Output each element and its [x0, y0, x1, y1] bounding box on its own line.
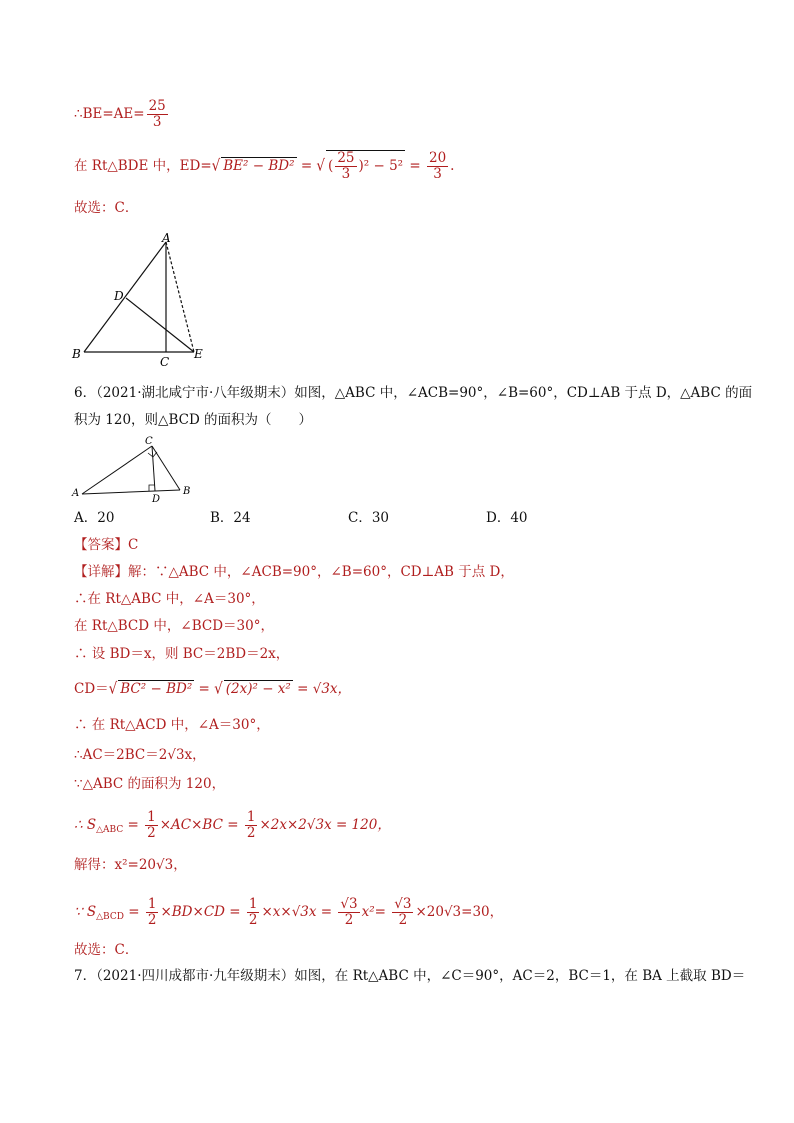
detail-step-1: ∴在 Rt△ABC 中，∠A＝30°，	[74, 591, 265, 607]
option-d[interactable]: D．40	[486, 510, 528, 526]
figure-triangle-abc	[70, 434, 210, 504]
label-a: A	[72, 488, 80, 499]
label-a: A	[162, 232, 171, 245]
prev-line-choose: 故选：C．	[74, 200, 139, 216]
label-b: B	[72, 347, 81, 361]
prev-line-be: ∴BE=AE= $\frac{25}{3}$	[74, 98, 166, 130]
detail-step-7: ∵△ABC 的面积为 120，	[74, 776, 226, 792]
detail-step-8: ∴ $S_{\triangle ABC}$ = $\frac{1}{2}$ ×AC×BC = $\frac{1}{2}$ ×2x×2√3x = 120，	[74, 809, 391, 841]
label-c: C	[160, 355, 170, 369]
answer-label: 【答案】	[74, 537, 128, 553]
prev-line-ed: 在 Rt△BDE 中，ED=√ BE² − BD² = √ ( $\frac{25}{3}$ )² − 5² = $\frac{20}{3}$ .	[74, 150, 455, 182]
option-a[interactable]: A．20	[74, 510, 115, 526]
option-c[interactable]: C．30	[348, 510, 390, 526]
question-6-line2: 积为 120，则△BCD 的面积为（ ）	[74, 412, 313, 428]
detail-step-5: ∴ 在 Rt△ACD 中，∠A＝30°，	[74, 717, 270, 733]
figure-triangle-abe	[70, 232, 230, 372]
detail-step-10: ∵ $S_{\triangle BCD}$ = $\frac{1}{2}$ ×BD×CD = $\frac{1}{2}$ ×x×√3x = $\frac{√3}{2}$ x²= $\frac{√3}{2}$ ×20√3=30，	[74, 896, 504, 928]
answer-value: C	[128, 537, 139, 553]
detail-step-4: CD＝√ BC² − BD² = √ (2x)² − x² = √3x，	[74, 679, 352, 699]
label-c: C	[145, 436, 153, 447]
label-b: B	[183, 486, 191, 497]
detail-intro: 【详解】解：∵△ABC 中，∠ACB=90°，∠B=60°，CD⊥AB 于点 D，	[74, 564, 514, 580]
label-e: E	[194, 347, 203, 361]
detail-step-11: 故选：C．	[74, 942, 139, 958]
sqrt-expression: ( $\frac{25}{3}$ )² − 5²	[328, 150, 404, 182]
question-6-line1: 6．（2021·湖北咸宁市·八年级期末）如图，△ABC 中，∠ACB=90°，∠B=60°，CD⊥AB 于点 D，△ABC 的面	[74, 385, 753, 401]
detail-step-2: 在 Rt△BCD 中，∠BCD＝30°，	[74, 618, 274, 634]
question-7-line1: 7．（2021·四川成都市·九年级期末）如图，在 Rt△ABC 中，∠C＝90°，AC＝2，BC＝1，在 BA 上截取 BD＝	[74, 968, 746, 984]
detail-label: 【详解】	[74, 564, 128, 580]
detail-step-9: 解得：x²=20√3，	[74, 857, 187, 873]
answer-line	[74, 535, 138, 555]
fraction: $\frac{25}{3}$	[148, 98, 166, 130]
label-d: D	[114, 289, 124, 303]
label-d: D	[152, 494, 161, 504]
detail-step-3: ∴ 设 BD＝x，则 BC＝2BD＝2x，	[74, 646, 290, 662]
option-b[interactable]: B．24	[210, 510, 251, 526]
detail-step-6: ∴AC＝2BC＝2√3x，	[74, 747, 206, 763]
